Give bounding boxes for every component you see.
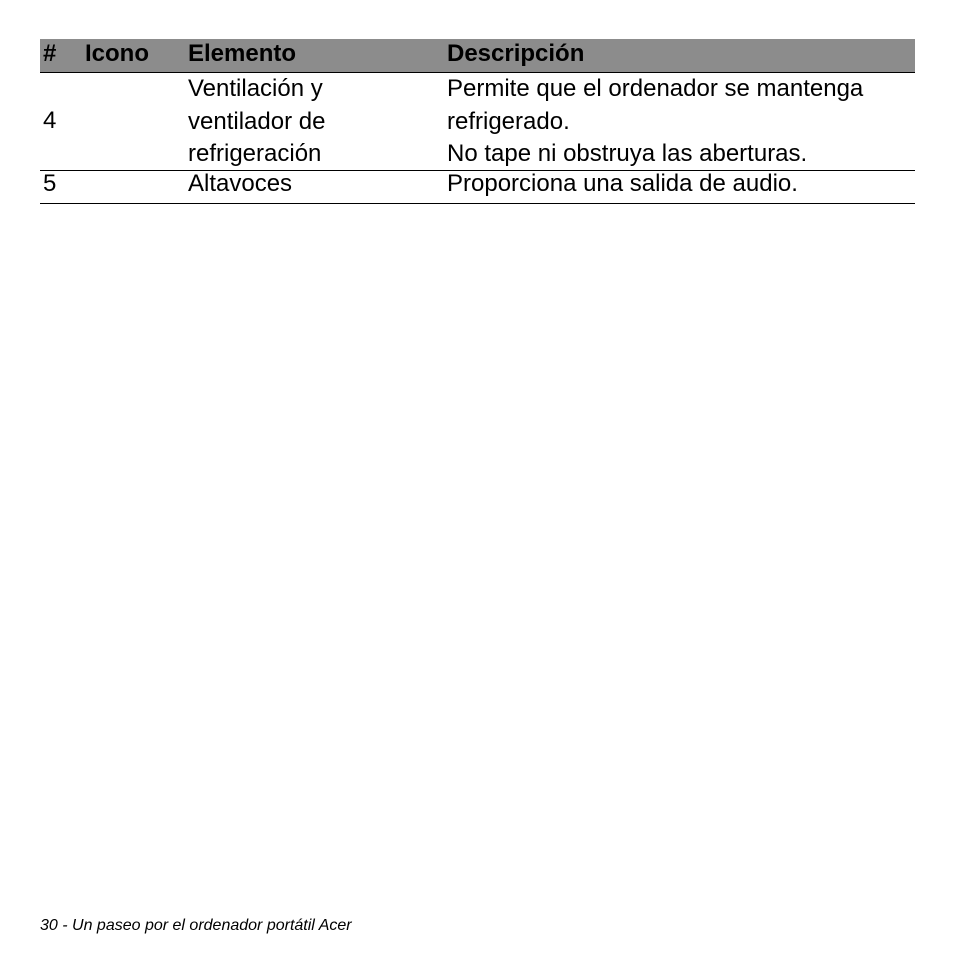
table-row [40, 171, 915, 204]
header-element: Elemento [188, 40, 297, 67]
header-icon: Icono [85, 40, 149, 67]
table-row [40, 73, 915, 171]
row-num: 4 [43, 107, 57, 134]
row-element: Altavoces [188, 170, 293, 197]
page-footer: 30 - Un paseo por el ordenador portátil Acer [40, 917, 352, 934]
row-description-line: Permite que el ordenador se mantenga [447, 75, 864, 102]
table-header-row [40, 39, 915, 73]
row-num: 5 [43, 170, 57, 197]
row-element-line: Ventilación y [188, 75, 323, 102]
row-element-line: ventilador de [188, 107, 326, 135]
row-description: Proporciona una salida de audio. [447, 170, 798, 197]
row-description-line: No tape ni obstruya las aberturas. [447, 140, 808, 167]
header-description: Descripción [447, 40, 585, 67]
row-element [188, 73, 325, 171]
components-table [40, 39, 915, 204]
row-description-line: refrigerado. [447, 107, 570, 135]
header-num: # [43, 40, 57, 67]
row-description [447, 73, 863, 171]
row-element-line: refrigeración [188, 140, 322, 167]
